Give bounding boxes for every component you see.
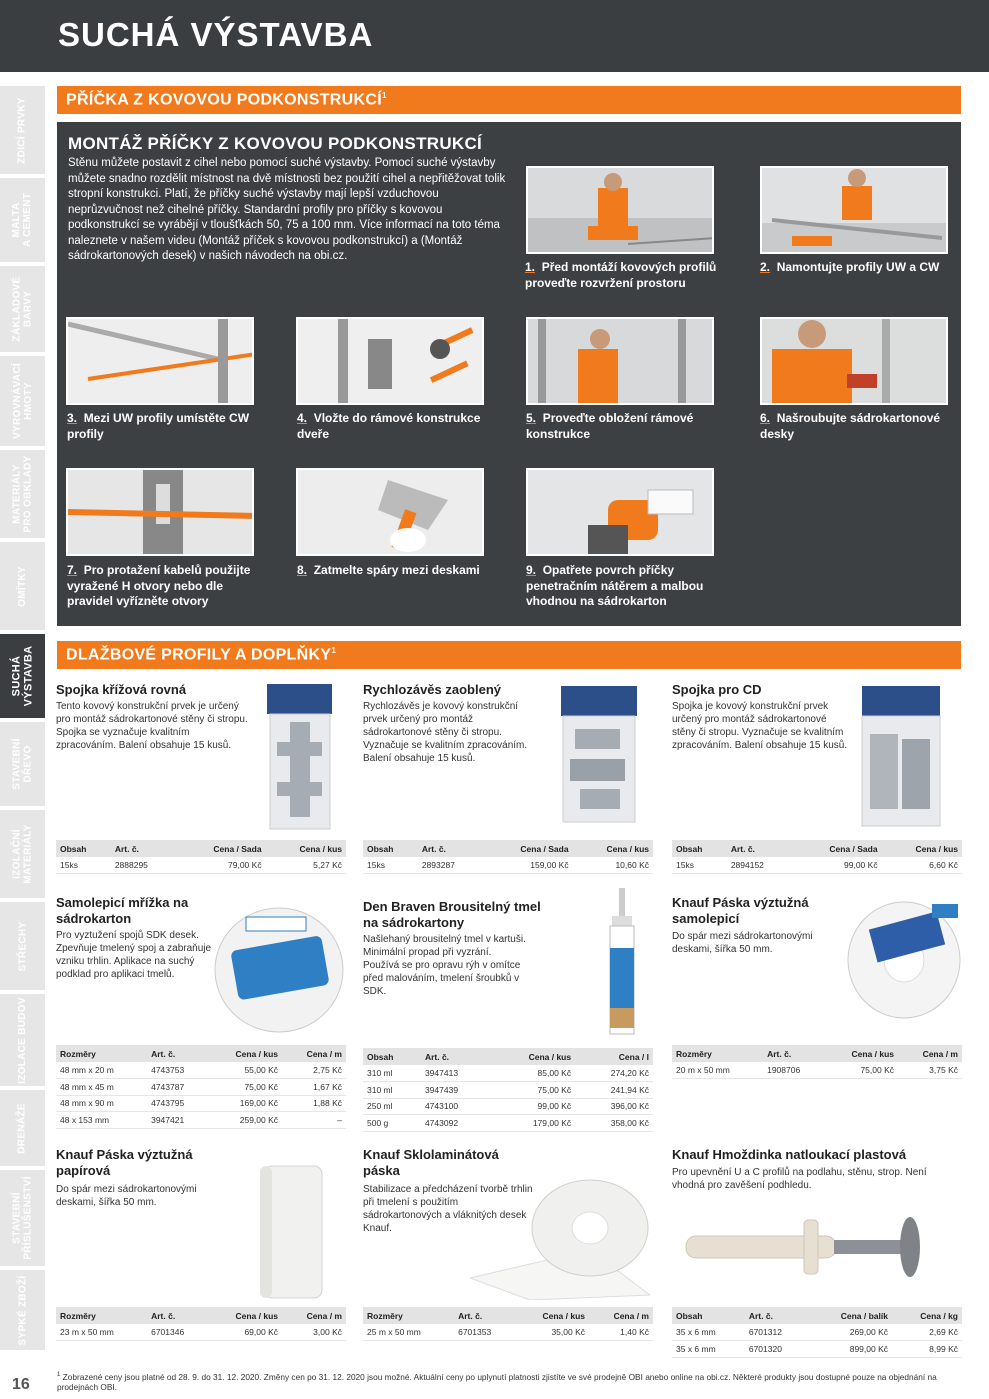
product-title: Spojka křížová rovná	[56, 682, 187, 697]
table-row	[363, 1098, 653, 1115]
product-price-table	[363, 1048, 653, 1132]
table-cell: 15ks	[672, 857, 727, 874]
table-cell: 55,00 Kč	[208, 1062, 282, 1079]
sidebar-item-label: STAVEBNÍ DŘEVO	[11, 738, 34, 790]
footnote-marker: 1	[57, 1372, 61, 1379]
step-7-caption	[67, 563, 267, 610]
table-header-row	[672, 1307, 962, 1324]
sidebar-item-label: STŘECHY	[17, 921, 29, 971]
table-row	[363, 1065, 653, 1082]
table-cell: 48 mm x 20 m	[56, 1062, 147, 1079]
table-row	[363, 1082, 653, 1099]
table-cell: 259,00 Kč	[208, 1112, 282, 1129]
page-number: 16	[12, 1376, 30, 1393]
step-text: Zatmelte spáry mezi deskami	[313, 563, 480, 577]
product-image-tmel-kartuse	[600, 888, 645, 1038]
sidebar-item-label: ZÁKLADOVÉ BARVY	[11, 276, 34, 342]
table-cell: 85,00 Kč	[490, 1065, 575, 1082]
sidebar-item-label: SYPKÉ ZBOŽÍ	[17, 1275, 29, 1345]
step-2-caption	[760, 260, 955, 276]
column-header: Cena / balík	[808, 1307, 892, 1324]
column-header: Cena / Sada	[792, 840, 881, 857]
table-cell: –	[282, 1112, 346, 1129]
table-row	[56, 1079, 346, 1096]
sidebar-item-label: MATERIÁLY PRO OBKLADY	[11, 455, 34, 533]
table-cell: 35,00 Kč	[515, 1324, 589, 1341]
table-row	[363, 1115, 653, 1132]
column-header: Art. č.	[763, 1045, 824, 1062]
column-header: Cena / m	[282, 1045, 346, 1062]
table-cell: 2894152	[727, 857, 792, 874]
step-4-image	[296, 317, 484, 405]
column-header: Cena / kus	[208, 1307, 282, 1324]
table-row	[672, 857, 962, 874]
column-header: Cena / kus	[824, 1045, 898, 1062]
table-cell: 75,00 Kč	[490, 1082, 575, 1099]
table-cell: 4743795	[147, 1095, 208, 1112]
product-description: Pro vyztužení spojů SDK desek. Zpevňuje tmelený spoj a zabraňuje vzniku trhlin. Aplikace na suchý podklad pro aplikaci tmelů.	[56, 930, 212, 980]
table-cell: 2893287	[418, 857, 483, 874]
sidebar-item-izolacni-materialy[interactable]	[0, 810, 45, 900]
step-text: Namontujte profily UW a CW	[776, 260, 940, 274]
table-header-row	[363, 1048, 653, 1065]
table-cell: 3,75 Kč	[898, 1062, 962, 1079]
table-cell: 241,94 Kč	[575, 1082, 653, 1099]
table-cell: 169,00 Kč	[208, 1095, 282, 1112]
table-header-row	[363, 1307, 653, 1324]
table-header-row	[672, 1045, 962, 1062]
table-header-row	[56, 1307, 346, 1324]
product-title: Spojka pro CD	[672, 682, 762, 697]
product-price-table	[56, 840, 346, 874]
product-image-samolepici-mrizka	[212, 905, 347, 1035]
sidebar-item-malta[interactable]	[0, 178, 45, 264]
sidebar-item-stavebni-drevo[interactable]	[0, 722, 45, 808]
product-title: Samolepicí mřížka na sádrokarton	[56, 895, 189, 926]
page-header	[0, 0, 989, 72]
column-header: Cena / kus	[882, 840, 962, 857]
table-row	[363, 1324, 653, 1341]
step-number: 2.	[760, 260, 771, 274]
sidebar-item-label: SUCHÁ VÝSTAVBA	[10, 645, 35, 707]
product-price-table	[672, 840, 962, 874]
sidebar-item-label: STAVEBNÍ PŘÍSLUŠENSTVÍ	[11, 1176, 34, 1260]
product-description: Do spár mezi sádrokartonovými deskami, šířka 50 mm.	[56, 1184, 197, 1208]
table-cell: 48 mm x 45 m	[56, 1079, 147, 1096]
table-cell: 500 g	[363, 1115, 421, 1132]
step-1-image	[526, 166, 714, 254]
step-3-image	[66, 317, 254, 405]
product-image-spojka-cd	[856, 684, 946, 829]
step-text: Před montáží kovových profilů proveďte rozvržení prostoru	[525, 260, 717, 290]
table-row	[363, 857, 653, 874]
table-cell: 250 ml	[363, 1098, 421, 1115]
section-banner-text: PŘÍČKA Z KOVOVOU PODKONSTRUKCÍ	[66, 91, 382, 109]
column-header: Cena / m	[589, 1307, 653, 1324]
step-5-caption	[526, 411, 731, 442]
table-cell: 3,00 Kč	[282, 1324, 346, 1341]
product-description: Pro upevnění U a C profilů na podlahu, stěnu, strop. Není vhodná pro zavěšení podhledu.	[672, 1167, 927, 1191]
sidebar-item-vyrovnavaci-hmoty[interactable]	[0, 356, 45, 448]
column-header: Art. č.	[745, 1307, 808, 1324]
section-banner-pricka	[57, 86, 961, 114]
table-cell: 6,60 Kč	[882, 857, 962, 874]
column-header: Cena / kus	[208, 1045, 282, 1062]
sidebar-item-label: OMÍTKY	[17, 565, 28, 607]
column-header: Cena / kus	[573, 840, 653, 857]
table-cell: 2,69 Kč	[892, 1324, 962, 1341]
product-title: Knauf Páska výztužná samolepicí	[672, 895, 809, 926]
product-price-table	[363, 1307, 653, 1341]
sidebar-item-stavebni-prislusenstvi[interactable]	[0, 1170, 45, 1268]
table-cell: 69,00 Kč	[208, 1324, 282, 1341]
table-cell: 310 ml	[363, 1082, 421, 1099]
sidebar-item-izolace-budov[interactable]	[0, 994, 45, 1088]
product-image-knauf-sklolaminatova-paska	[470, 1170, 650, 1300]
column-header: Obsah	[56, 840, 111, 857]
table-cell: 75,00 Kč	[208, 1079, 282, 1096]
product-price-table	[56, 1045, 346, 1129]
step-text: Opatřete povrch příčky penetračním nátěrem a malbou vhodnou na sádrokarton	[526, 563, 704, 608]
step-9-image	[526, 468, 714, 556]
column-header: Art. č.	[418, 840, 483, 857]
table-cell: 269,00 Kč	[808, 1324, 892, 1341]
sidebar-item-label: ZDICÍ PRVKY	[17, 96, 28, 164]
column-header: Cena / l	[575, 1048, 653, 1065]
product-title: Knauf Páska výztužná papírová	[56, 1147, 193, 1178]
table-cell: 99,00 Kč	[792, 857, 881, 874]
sidebar-item-drenaze[interactable]	[0, 1090, 45, 1168]
table-cell: 4743100	[421, 1098, 490, 1115]
table-cell: 6701346	[147, 1324, 208, 1341]
product-description: Do spár mezi sádrokartonovými deskami, šířka 50 mm.	[672, 931, 813, 955]
table-cell: 179,00 Kč	[490, 1115, 575, 1132]
step-text: Našroubujte sádrokartonové desky	[760, 411, 941, 441]
table-cell: 358,00 Kč	[575, 1115, 653, 1132]
table-cell: 2888295	[111, 857, 176, 874]
sidebar-item-zdici-prvky[interactable]	[0, 86, 45, 176]
page-title: SUCHÁ VÝSTAVBA	[58, 16, 374, 53]
table-row	[672, 1062, 962, 1079]
step-text: Pro protažení kabelů použijte vyražené H otvory nebo dle pravidel vyřízněte otvory	[67, 563, 251, 608]
product-description: Rychlozávěs je kovový konstrukční prvek určený pro montáž sádrokartonové stěny či stropu. Vyznačuje se kvalitním zpracováním. Balení obsahuje 15 kusů.	[363, 701, 528, 764]
footnote-marker: 1	[381, 91, 387, 100]
table-cell: 6701312	[745, 1324, 808, 1341]
table-row	[56, 857, 346, 874]
column-header: Cena / kus	[490, 1048, 575, 1065]
column-header: Art. č.	[147, 1045, 208, 1062]
table-cell: 396,00 Kč	[575, 1098, 653, 1115]
column-header: Obsah	[672, 840, 727, 857]
product-title: Rychlozávěs zaoblený	[363, 682, 501, 697]
sidebar-item-sypke-zbozi[interactable]	[0, 1270, 45, 1352]
column-header: Obsah	[363, 840, 418, 857]
table-row	[56, 1112, 346, 1129]
step-number: 8.	[297, 563, 308, 577]
table-cell: 25 m x 50 mm	[363, 1324, 454, 1341]
product-price-table	[672, 1045, 962, 1079]
sidebar-item-label: IZOLACE BUDOV	[17, 996, 28, 1084]
table-cell: 35 x 6 mm	[672, 1341, 745, 1358]
step-number: 7.	[67, 563, 78, 577]
sidebar-item-label: VYROVNÁVACÍ HMOTY	[11, 363, 34, 439]
table-cell: 48 x 153 mm	[56, 1112, 147, 1129]
table-cell: 3947413	[421, 1065, 490, 1082]
table-header-row	[56, 1045, 346, 1062]
sidebar-item-label: DRENÁŽE	[17, 1102, 28, 1154]
column-header: Art. č.	[111, 840, 176, 857]
table-row	[56, 1062, 346, 1079]
column-header: Cena / kus	[266, 840, 346, 857]
table-cell: 8,99 Kč	[892, 1341, 962, 1358]
table-cell: 35 x 6 mm	[672, 1324, 745, 1341]
step-text: Proveďte obložení rámové konstrukce	[526, 411, 694, 441]
product-description: Spojka je kovový konstrukční prvek určený pro montáž sádrokartonové stěny či stropu. Vyznačuje se kvalitním zpracováním. Balení obsahuje 15 kusů.	[672, 701, 848, 751]
table-cell: 899,00 Kč	[808, 1341, 892, 1358]
column-header: Cena / kg	[892, 1307, 962, 1324]
product-image-knauf-paska-samolepici	[832, 892, 962, 1027]
sidebar-item-strechy[interactable]	[0, 902, 45, 992]
column-header: Cena / Sada	[176, 840, 265, 857]
step-8-image	[296, 468, 484, 556]
column-header: Art. č.	[421, 1048, 490, 1065]
table-header-row	[672, 840, 962, 857]
column-header: Cena / Sada	[483, 840, 572, 857]
column-header: Cena / m	[898, 1045, 962, 1062]
column-header: Obsah	[672, 1307, 745, 1324]
column-header: Art. č.	[727, 840, 792, 857]
step-number: 6.	[760, 411, 771, 425]
product-title: Knauf Hmoždinka natloukací plastová	[672, 1147, 907, 1162]
table-row	[672, 1324, 962, 1341]
product-title: Den Braven Brousitelný tmel na sádrokartony	[363, 899, 541, 930]
step-text: Mezi UW profily umístěte CW profily	[67, 411, 250, 441]
price-validity-footnote	[57, 1372, 967, 1392]
product-title: Knauf Sklolaminátová páska	[363, 1147, 499, 1178]
table-cell: 3947421	[147, 1112, 208, 1129]
sidebar-item-sucha-vystavba[interactable]	[0, 634, 45, 720]
table-cell: 2,75 Kč	[282, 1062, 346, 1079]
table-cell: 1,88 Kč	[282, 1095, 346, 1112]
sidebar-item-label: MALTA A CEMENT	[11, 192, 34, 248]
step-8-caption	[297, 563, 502, 579]
product-description: Stabilizace a předcházení tvorbě trhlin při tmelení s použitím sádrokartonových a vláknitých desek Knauf.	[363, 1184, 533, 1234]
step-3-caption	[67, 411, 272, 442]
column-header: Rozměry	[56, 1045, 147, 1062]
instruction-intro: Stěnu můžete postavit z cihel nebo pomocí suché výstavby. Pomocí suché výstavby můžete snadno rozdělit místnost na dvě místnosti bez použití cihel a nepřitěžovat tolik stropní konstrukci. Platí, že příčky suché výstavby mají lepší vzduchovou neprůzvučnost než cihelné příčky. Standardní profily pro příčky s kovovou podkonstrukcí se vyrábějí v tloušťkách 50, 75 a 100 mm. Více informací na toto téma naleznete v našem videu (Montáž příček s kovovou podkonstrukcí) a (Montáž sádrokartonových desek) v našich návodech na obi.cz.	[68, 157, 506, 262]
footnote-text: Zobrazené ceny jsou platné od 28. 9. do 31. 12. 2020. Změny cen po 31. 12. 2020 jsou možné. Aktuální ceny po uplynutí platnosti zjistíte ve své prodejně OBI anebo online na obi.cz. Některé produkty jsou dostupné pouze na objednání na prodejnách OBI.	[57, 1372, 937, 1392]
sidebar-item-materialy-pro-obklady[interactable]	[0, 450, 45, 540]
product-image-knauf-hmozdinka	[684, 1210, 944, 1290]
product-description: Našlehaný brousitelný tmel v kartuši. Minimální propad při vyzrání. Používá se pro opravu rýh v omítce před malováním, tmelení šroubků v SDK.	[363, 934, 526, 997]
column-header: Art. č.	[454, 1307, 515, 1324]
step-2-image	[760, 166, 948, 254]
category-sidebar	[0, 86, 45, 1352]
step-6-image	[760, 317, 948, 405]
table-cell: 10,60 Kč	[573, 857, 653, 874]
step-4-caption	[297, 411, 502, 442]
table-cell: 4743753	[147, 1062, 208, 1079]
table-cell: 23 m x 50 mm	[56, 1324, 147, 1341]
table-row	[56, 1324, 346, 1341]
step-number: 5.	[526, 411, 537, 425]
table-cell: 3947439	[421, 1082, 490, 1099]
table-cell: 15ks	[363, 857, 418, 874]
table-cell: 4743092	[421, 1115, 490, 1132]
sidebar-item-zakladove-barvy[interactable]	[0, 266, 45, 354]
table-cell: 48 mm x 90 m	[56, 1095, 147, 1112]
sidebar-item-omitky[interactable]	[0, 542, 45, 632]
footnote-marker: 1	[331, 646, 337, 655]
column-header: Rozměry	[56, 1307, 147, 1324]
step-1-caption	[525, 260, 735, 291]
step-number: 1.	[525, 260, 536, 274]
column-header: Rozměry	[363, 1307, 454, 1324]
product-image-spojka-krizova	[262, 682, 337, 832]
instruction-heading: MONTÁŽ PŘÍČKY Z KOVOVOU PODKONSTRUKCÍ	[68, 134, 483, 153]
column-header: Rozměry	[672, 1045, 763, 1062]
table-cell: 1,40 Kč	[589, 1324, 653, 1341]
step-number: 4.	[297, 411, 308, 425]
step-5-image	[526, 317, 714, 405]
product-price-table	[672, 1307, 962, 1358]
table-cell: 1,67 Kč	[282, 1079, 346, 1096]
product-description: Tento kovový konstrukční prvek je určený pro montáž sádrokartonové stěny či stropu. Spojka se vyznačuje kvalitním zpracováním. Balení obsahuje 15 kusů.	[56, 701, 248, 751]
step-9-caption	[526, 563, 726, 610]
table-row	[672, 1341, 962, 1358]
table-cell: 6701320	[745, 1341, 808, 1358]
table-cell: 1908706	[763, 1062, 824, 1079]
table-cell: 310 ml	[363, 1065, 421, 1082]
table-cell: 5,27 Kč	[266, 857, 346, 874]
column-header: Cena / kus	[515, 1307, 589, 1324]
column-header: Cena / m	[282, 1307, 346, 1324]
table-row	[56, 1095, 346, 1112]
section-banner-text: DLAŽBOVÉ PROFILY A DOPLŇKY	[66, 646, 332, 664]
table-cell: 99,00 Kč	[490, 1098, 575, 1115]
step-number: 3.	[67, 411, 78, 425]
table-cell: 274,20 Kč	[575, 1065, 653, 1082]
table-cell: 79,00 Kč	[176, 857, 265, 874]
column-header: Art. č.	[147, 1307, 208, 1324]
table-cell: 75,00 Kč	[824, 1062, 898, 1079]
product-image-knauf-paska-papirova	[256, 1162, 328, 1302]
step-text: Vložte do rámové konstrukce dveře	[297, 411, 481, 441]
table-header-row	[56, 840, 346, 857]
table-cell: 15ks	[56, 857, 111, 874]
section-banner-dlazbove-profily	[57, 641, 961, 669]
step-number: 9.	[526, 563, 537, 577]
step-6-caption	[760, 411, 955, 442]
table-cell: 4743787	[147, 1079, 208, 1096]
instruction-panel	[57, 122, 961, 626]
product-price-table	[56, 1307, 346, 1341]
sidebar-item-label: IZOLAČNÍ MATERIÁLY	[11, 824, 34, 884]
product-image-rychlozaves	[555, 684, 643, 824]
column-header: Obsah	[363, 1048, 421, 1065]
step-7-image	[66, 468, 254, 556]
product-price-table	[363, 840, 653, 874]
table-header-row	[363, 840, 653, 857]
table-cell: 6701353	[454, 1324, 515, 1341]
table-cell: 159,00 Kč	[483, 857, 572, 874]
table-cell: 20 m x 50 mm	[672, 1062, 763, 1079]
